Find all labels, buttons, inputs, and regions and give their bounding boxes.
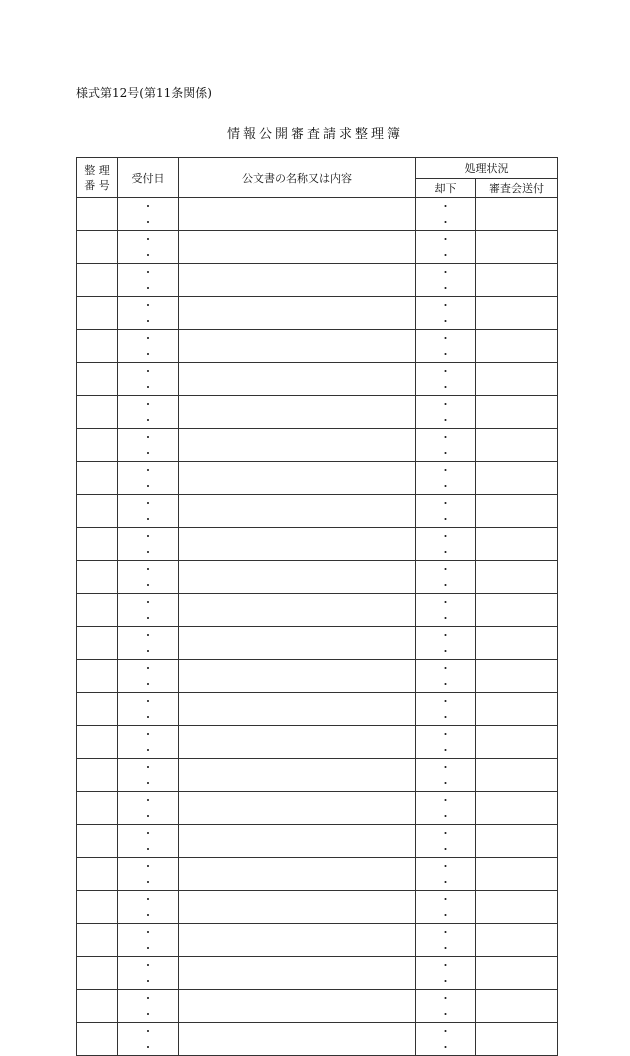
cell-received-date[interactable]: ・ ・ — [118, 231, 179, 264]
cell-received-date[interactable]: ・ ・ — [118, 891, 179, 924]
cell-dismissal-date[interactable]: ・ ・ — [416, 957, 476, 990]
cell-document-name[interactable] — [179, 660, 416, 693]
cell-received-date[interactable]: ・ ・ — [118, 594, 179, 627]
cell-received-date[interactable]: ・ ・ — [118, 660, 179, 693]
cell-sent-to-review-board[interactable] — [476, 330, 558, 363]
cell-number[interactable] — [77, 858, 118, 891]
cell-dismissal-date[interactable]: ・ ・ — [416, 660, 476, 693]
cell-number[interactable] — [77, 660, 118, 693]
cell-number[interactable] — [77, 726, 118, 759]
cell-number[interactable] — [77, 990, 118, 1023]
cell-received-date[interactable]: ・ ・ — [118, 693, 179, 726]
cell-sent-to-review-board[interactable] — [476, 1023, 558, 1056]
table-row — [77, 231, 558, 264]
cell-sent-to-review-board[interactable] — [476, 462, 558, 495]
table-row — [77, 726, 558, 759]
table-row — [77, 891, 558, 924]
cell-number[interactable] — [77, 198, 118, 231]
cell-dismissal-date[interactable]: ・ ・ — [416, 1023, 476, 1056]
cell-document-name[interactable] — [179, 462, 416, 495]
table-row — [77, 462, 558, 495]
cell-sent-to-review-board[interactable] — [476, 429, 558, 462]
cell-dismissal-date[interactable]: ・ ・ — [416, 297, 476, 330]
table-row — [77, 792, 558, 825]
cell-sent-to-review-board[interactable] — [476, 693, 558, 726]
cell-sent-to-review-board[interactable] — [476, 198, 558, 231]
table-row — [77, 495, 558, 528]
cell-dismissal-date[interactable]: ・ ・ — [416, 231, 476, 264]
cell-document-name[interactable] — [179, 594, 416, 627]
table-row — [77, 396, 558, 429]
cell-number[interactable] — [77, 528, 118, 561]
cell-document-name[interactable] — [179, 726, 416, 759]
cell-sent-to-review-board[interactable] — [476, 726, 558, 759]
header-document-name: 公文書の名称又は内容 — [179, 158, 416, 198]
cell-dismissal-date[interactable]: ・ ・ — [416, 561, 476, 594]
cell-document-name[interactable] — [179, 495, 416, 528]
cell-received-date[interactable]: ・ ・ — [118, 396, 179, 429]
table-row — [77, 990, 558, 1023]
cell-received-date[interactable]: ・ ・ — [118, 726, 179, 759]
cell-document-name[interactable] — [179, 330, 416, 363]
cell-document-name[interactable] — [179, 396, 416, 429]
register-body — [77, 198, 558, 1056]
table-row — [77, 594, 558, 627]
header-number — [77, 158, 118, 198]
cell-sent-to-review-board[interactable] — [476, 825, 558, 858]
table-row — [77, 924, 558, 957]
header-received-date: 受付日 — [118, 158, 179, 198]
cell-received-date[interactable]: ・ ・ — [118, 792, 179, 825]
cell-document-name[interactable] — [179, 957, 416, 990]
table-row — [77, 528, 558, 561]
header-number-line2: 番 号 — [84, 178, 110, 192]
cell-number[interactable] — [77, 297, 118, 330]
cell-received-date[interactable]: ・ ・ — [118, 528, 179, 561]
table-row — [77, 858, 558, 891]
cell-received-date[interactable]: ・ ・ — [118, 297, 179, 330]
table-row — [77, 429, 558, 462]
cell-received-date[interactable]: ・ ・ — [118, 825, 179, 858]
cell-sent-to-review-board[interactable] — [476, 561, 558, 594]
cell-dismissal-date[interactable]: ・ ・ — [416, 495, 476, 528]
cell-sent-to-review-board[interactable] — [476, 759, 558, 792]
cell-dismissal-date[interactable]: ・ ・ — [416, 429, 476, 462]
cell-received-date[interactable]: ・ ・ — [118, 462, 179, 495]
table-row — [77, 264, 558, 297]
table-row — [77, 330, 558, 363]
cell-dismissal-date[interactable]: ・ ・ — [416, 792, 476, 825]
cell-document-name[interactable] — [179, 858, 416, 891]
table-row — [77, 297, 558, 330]
cell-sent-to-review-board[interactable] — [476, 264, 558, 297]
header-number-line1: 整 理 — [84, 163, 110, 177]
cell-dismissal-date[interactable]: ・ ・ — [416, 891, 476, 924]
cell-sent-to-review-board[interactable] — [476, 594, 558, 627]
cell-document-name[interactable] — [179, 561, 416, 594]
cell-dismissal-date[interactable]: ・ ・ — [416, 759, 476, 792]
cell-sent-to-review-board[interactable] — [476, 363, 558, 396]
cell-document-name[interactable] — [179, 528, 416, 561]
cell-dismissal-date[interactable]: ・ ・ — [416, 858, 476, 891]
cell-number[interactable] — [77, 891, 118, 924]
cell-document-name[interactable] — [179, 990, 416, 1023]
cell-number[interactable] — [77, 594, 118, 627]
cell-number[interactable] — [77, 363, 118, 396]
cell-number[interactable] — [77, 1023, 118, 1056]
cell-number[interactable] — [77, 462, 118, 495]
cell-received-date[interactable]: ・ ・ — [118, 429, 179, 462]
table-row — [77, 825, 558, 858]
cell-number[interactable] — [77, 693, 118, 726]
cell-document-name[interactable] — [179, 231, 416, 264]
cell-dismissal-date[interactable]: ・ ・ — [416, 264, 476, 297]
cell-dismissal-date[interactable]: ・ ・ — [416, 726, 476, 759]
cell-received-date[interactable]: ・ ・ — [118, 858, 179, 891]
cell-dismissal-date[interactable]: ・ ・ — [416, 990, 476, 1023]
cell-document-name[interactable] — [179, 264, 416, 297]
cell-received-date[interactable]: ・ ・ — [118, 264, 179, 297]
cell-dismissal-date[interactable]: ・ ・ — [416, 363, 476, 396]
cell-dismissal-date[interactable]: ・ ・ — [416, 396, 476, 429]
cell-document-name[interactable] — [179, 627, 416, 660]
cell-dismissal-date[interactable]: ・ ・ — [416, 627, 476, 660]
cell-received-date[interactable]: ・ ・ — [118, 924, 179, 957]
cell-document-name[interactable] — [179, 891, 416, 924]
cell-number[interactable] — [77, 264, 118, 297]
cell-sent-to-review-board[interactable] — [476, 792, 558, 825]
cell-received-date[interactable]: ・ ・ — [118, 957, 179, 990]
table-row — [77, 363, 558, 396]
cell-number[interactable] — [77, 957, 118, 990]
cell-number[interactable] — [77, 627, 118, 660]
cell-received-date[interactable]: ・ ・ — [118, 1023, 179, 1056]
cell-received-date[interactable]: ・ ・ — [118, 990, 179, 1023]
form-number-label: 様式第12号(第11条関係) — [76, 86, 212, 100]
register-table — [76, 157, 558, 1056]
cell-number[interactable] — [77, 495, 118, 528]
cell-document-name[interactable] — [179, 429, 416, 462]
cell-document-name[interactable] — [179, 792, 416, 825]
cell-dismissal-date[interactable]: ・ ・ — [416, 924, 476, 957]
document-title: 情報公開審査請求整理簿 — [226, 127, 403, 142]
cell-sent-to-review-board[interactable] — [476, 858, 558, 891]
cell-document-name[interactable] — [179, 297, 416, 330]
cell-document-name[interactable] — [179, 759, 416, 792]
header-dismissal: 却下 — [416, 179, 476, 198]
cell-document-name[interactable] — [179, 825, 416, 858]
cell-dismissal-date[interactable]: ・ ・ — [416, 825, 476, 858]
cell-number[interactable] — [77, 396, 118, 429]
header-processing-status: 処理状況 — [416, 158, 558, 179]
table-row — [77, 561, 558, 594]
cell-sent-to-review-board[interactable] — [476, 891, 558, 924]
cell-sent-to-review-board[interactable] — [476, 396, 558, 429]
table-row — [77, 627, 558, 660]
cell-dismissal-date[interactable]: ・ ・ — [416, 330, 476, 363]
cell-received-date[interactable]: ・ ・ — [118, 363, 179, 396]
cell-number[interactable] — [77, 231, 118, 264]
cell-number[interactable] — [77, 561, 118, 594]
cell-received-date[interactable]: ・ ・ — [118, 759, 179, 792]
cell-sent-to-review-board[interactable] — [476, 528, 558, 561]
cell-dismissal-date[interactable]: ・ ・ — [416, 528, 476, 561]
cell-sent-to-review-board[interactable] — [476, 297, 558, 330]
cell-document-name[interactable] — [179, 363, 416, 396]
cell-document-name[interactable] — [179, 1023, 416, 1056]
cell-number[interactable] — [77, 759, 118, 792]
cell-number[interactable] — [77, 924, 118, 957]
cell-sent-to-review-board[interactable] — [476, 231, 558, 264]
cell-dismissal-date[interactable]: ・ ・ — [416, 198, 476, 231]
cell-received-date[interactable]: ・ ・ — [118, 561, 179, 594]
cell-received-date[interactable]: ・ ・ — [118, 330, 179, 363]
cell-dismissal-date[interactable]: ・ ・ — [416, 462, 476, 495]
cell-received-date[interactable]: ・ ・ — [118, 495, 179, 528]
table-row — [77, 198, 558, 231]
header-sent-to-review-board: 審査会送付 — [476, 179, 558, 198]
cell-sent-to-review-board[interactable] — [476, 495, 558, 528]
cell-sent-to-review-board[interactable] — [476, 990, 558, 1023]
cell-dismissal-date[interactable]: ・ ・ — [416, 693, 476, 726]
cell-number[interactable] — [77, 429, 118, 462]
cell-document-name[interactable] — [179, 198, 416, 231]
table-row — [77, 660, 558, 693]
table-row — [77, 1023, 558, 1056]
table-row — [77, 759, 558, 792]
cell-number[interactable] — [77, 792, 118, 825]
cell-number[interactable] — [77, 330, 118, 363]
cell-sent-to-review-board[interactable] — [476, 660, 558, 693]
cell-sent-to-review-board[interactable] — [476, 627, 558, 660]
cell-document-name[interactable] — [179, 924, 416, 957]
cell-dismissal-date[interactable]: ・ ・ — [416, 594, 476, 627]
table-row — [77, 957, 558, 990]
cell-sent-to-review-board[interactable] — [476, 924, 558, 957]
cell-received-date[interactable]: ・ ・ — [118, 198, 179, 231]
cell-sent-to-review-board[interactable] — [476, 957, 558, 990]
cell-number[interactable] — [77, 825, 118, 858]
cell-document-name[interactable] — [179, 693, 416, 726]
table-row — [77, 693, 558, 726]
cell-received-date[interactable]: ・ ・ — [118, 627, 179, 660]
